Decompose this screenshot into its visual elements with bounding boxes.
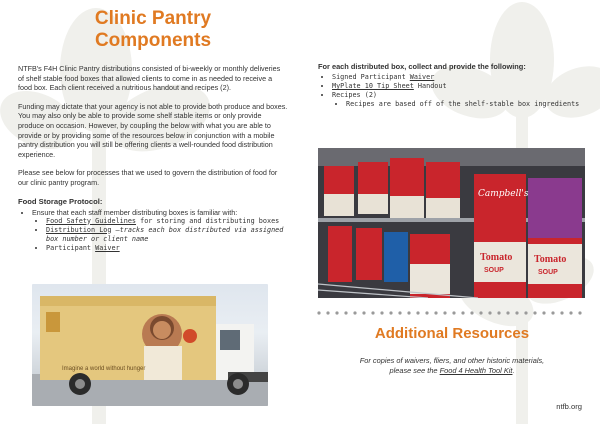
additional-text-prefix: please see the [389, 366, 440, 375]
dotted-divider [316, 310, 586, 316]
signed-prefix: Signed Participant [332, 73, 410, 81]
left-column [18, 8, 288, 253]
distribution-log-text: —tracks each box distributed via assigned box number or client name [46, 225, 284, 243]
page-title-line-1: Clinic Pantry [94, 8, 212, 29]
additional-text-line-1: For copies of waivers, fliers, and other historic materials, [359, 356, 545, 365]
right-column [318, 62, 586, 109]
list-item [332, 91, 586, 109]
list-item [46, 226, 288, 244]
can-brand-label: Campbell's [478, 189, 529, 199]
can-flavor-label-2: Tomato [534, 254, 567, 265]
can-flavor-label: Tomato [480, 252, 513, 263]
soup-cans-photo [318, 148, 585, 298]
can-soup-label-2: SOUP [538, 269, 558, 276]
page-title [18, 8, 288, 52]
additional-text-line-2 [318, 366, 586, 376]
food-storage-heading: Food Storage Protocol: [18, 196, 103, 206]
storage-sub-list [32, 217, 288, 253]
additional-resources-title: Additional Resources [374, 325, 530, 342]
additional-text-suffix: . [512, 366, 515, 375]
distribution-log-link[interactable]: Distribution Log [46, 225, 112, 234]
can-soup-label: SOUP [484, 267, 504, 274]
collect-list [318, 73, 586, 109]
truck-banner-text: Imagine a world without hunger [62, 366, 146, 372]
recipes-note: • Recipes are based off of the shelf-stable box ingredients [346, 100, 586, 109]
waiver-prefix: Participant [46, 243, 96, 252]
storage-bullet [32, 208, 288, 253]
storage-list [18, 208, 288, 253]
storage-bullet-text: Ensure that each staff member distributing boxes is familiar with: [32, 207, 238, 217]
food-truck-photo [32, 284, 268, 406]
myplate-text: Handout [413, 82, 447, 90]
page-title-line-2: Components [94, 30, 212, 51]
participant-waiver-link[interactable]: Waiver [95, 243, 120, 252]
soup-cans-illustration [318, 148, 585, 298]
list-item [332, 73, 586, 82]
collect-heading: For each distributed box, collect and provide the following: [318, 62, 526, 71]
list-item [46, 244, 288, 253]
processes-paragraph: Please see below for processes that we used to govern the distribution of food for our clinic pantry program. [18, 168, 278, 187]
recipes-sub-list [332, 100, 586, 109]
intro-paragraph: NTFB's F4H Clinic Pantry distributions consisted of bi-weekly or monthly deliveries of shelf stable food boxes that allowed clients to come in as needed to receive a food box. Each client received a nutritious handout and recipes (2). [18, 64, 281, 93]
food-4-health-tool-kit-link[interactable]: Food 4 Health Tool Kit [439, 366, 513, 375]
footer-site: ntfb.org [556, 402, 582, 411]
additional-resources-text [318, 356, 586, 376]
recipes-text: Recipes (2) [332, 91, 378, 99]
signed-waiver-link[interactable]: Waiver [409, 73, 435, 81]
truck-illustration [32, 284, 268, 406]
guidelines-text: for storing and distributing boxes [136, 216, 280, 225]
food-safety-guidelines-link[interactable]: Food Safety Guidelines [46, 216, 137, 225]
funding-paragraph: Funding may dictate that your agency is not able to provide both produce and boxes. You may also only be able to provide some shelf stable items or only provide produce on occasion. However, by coupling the below with what you are able to provide or by providing some of the resources below in conjunction with a mobile pantry distribution you will still be offering clients a well-rounded food distribution experience. [18, 101, 288, 159]
list-item [46, 217, 288, 226]
myplate-tip-sheet-link[interactable]: MyPlate 10 Tip Sheet [332, 82, 414, 90]
list-item [332, 82, 586, 91]
